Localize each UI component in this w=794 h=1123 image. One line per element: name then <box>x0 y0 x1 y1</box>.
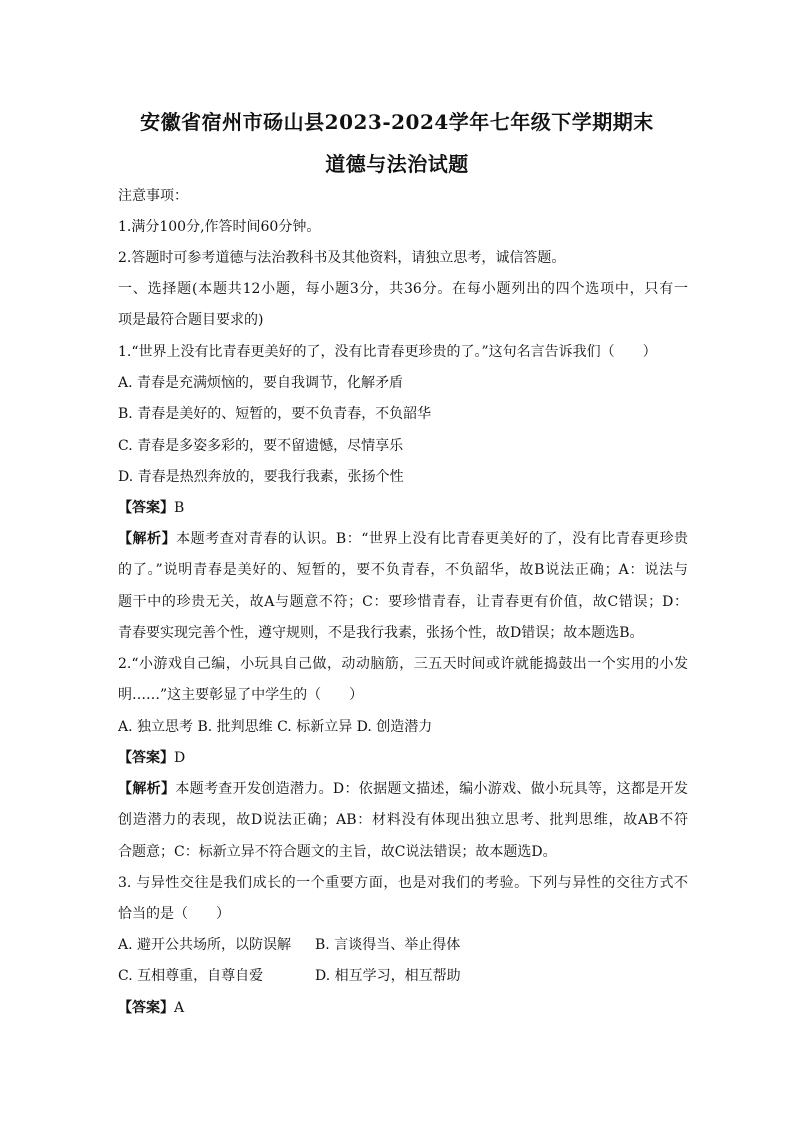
q1-option-b: B. 青春是美好的、短暂的，要不负青春，不负韶华 <box>118 406 432 422</box>
q3-stem-line1: 3. 与异性交往是我们成长的一个重要方面，也是对我们的考验。下列与异性的交往方式不 <box>118 875 688 891</box>
q1-option-c: C. 青春是多姿多彩的，要不留遗憾，尽情享乐 <box>118 438 404 454</box>
q2-analysis-line3: 合题意；C：标新立异不符合题文的主旨，故C说法错误；故本题选D。 <box>118 844 557 860</box>
q3-option-c: C. 互相尊重，自尊自爱 <box>118 968 264 984</box>
q1-analysis-label: 【解析】 <box>118 531 177 547</box>
q1-option-a: A. 青春是充满烦恼的，要自我调节，化解矛盾 <box>118 375 404 391</box>
q1-analysis-line2: 的了。”说明青春是美好的、短暂的，要不负青春，不负韶华，故B说法正确；A：说法与 <box>118 562 688 578</box>
notice-item-2: 2.答题时可参考道德与法治教科书及其他资料，请独立思考，诚信答题。 <box>118 250 566 266</box>
q3-options-row2 <box>118 966 688 986</box>
notice-heading: 注意事项： <box>118 188 188 204</box>
document-title-line2: 道德与法治试题 <box>325 152 469 176</box>
q3-answer <box>118 998 688 1018</box>
q1-answer-label: 【答案】 <box>118 500 174 516</box>
q1-answer <box>118 498 688 518</box>
document-title-line1: 安徽省宿州市砀山县2023-2024学年七年级下学期期末 <box>140 110 654 134</box>
q2-answer-value: D <box>174 750 186 766</box>
q1-analysis-line4: 青春要实现完善个性，遵守规则，不是我行我素，张扬个性，故D错误；故本题选B。 <box>118 625 644 641</box>
q2-stem-line2: 明……”这主要彰显了中学生的（ ） <box>118 687 364 703</box>
q1-analysis-text1: 本题考查对青春的认识。B：“世界上没有比青春更美好的了，没有比青春更珍贵 <box>176 531 688 547</box>
q1-stem: 1.“世界上没有比青春更美好的了，没有比青春更珍贵的了。”这句名言告诉我们（ ） <box>118 344 657 360</box>
q2-options: A. 独立思考 B. 批判思维 C. 标新立异 D. 创造潜力 <box>118 719 433 735</box>
q3-option-a: A. 避开公共场所，以防误解 <box>118 937 292 953</box>
q3-option-d: D. 相互学习，相互帮助 <box>315 968 461 984</box>
q1-analysis-line1 <box>118 529 688 549</box>
section-heading-line1: 一、选择题(本题共12小题，每小题3分，共36分。在每小题列出的四个选项中，只有一 <box>118 281 688 297</box>
q2-answer <box>118 748 688 768</box>
q2-answer-label: 【答案】 <box>118 750 174 766</box>
q3-option-b: B. 言谈得当、举止得体 <box>315 937 461 953</box>
q3-answer-value: A <box>174 1000 185 1016</box>
q1-option-d: D. 青春是热烈奔放的，要我行我素，张扬个性 <box>118 469 404 485</box>
q2-stem-line1: 2.“小游戏自己编，小玩具自己做，动动脑筋，三五天时间或许就能捣鼓出一个实用的小发 <box>118 656 688 672</box>
q2-analysis-line1 <box>118 779 688 799</box>
q2-analysis-line2: 创造潜力的表现，故D说法正确；AB：材料没有体现出独立思考、批判思维，故AB不符 <box>118 812 688 828</box>
q2-analysis-text1: 本题考查开发创造潜力。D：依据题文描述，编小游戏、做小玩具等，这都是开发 <box>175 781 688 797</box>
section-heading-line2: 项是最符合题目要求的) <box>118 312 264 328</box>
q2-analysis-label: 【解析】 <box>118 781 176 797</box>
notice-item-1: 1.满分100分,作答时间60分钟。 <box>118 219 321 235</box>
q1-analysis-line3: 题干中的珍贵无关，故A与题意不符；C：要珍惜青春，让青春更有价值，故C错误；D： <box>118 594 688 610</box>
q1-answer-value: B <box>174 500 185 516</box>
q3-options-row1 <box>118 935 688 955</box>
q3-stem-line2: 恰当的是（ ） <box>118 906 230 922</box>
q3-answer-label: 【答案】 <box>118 1000 174 1016</box>
